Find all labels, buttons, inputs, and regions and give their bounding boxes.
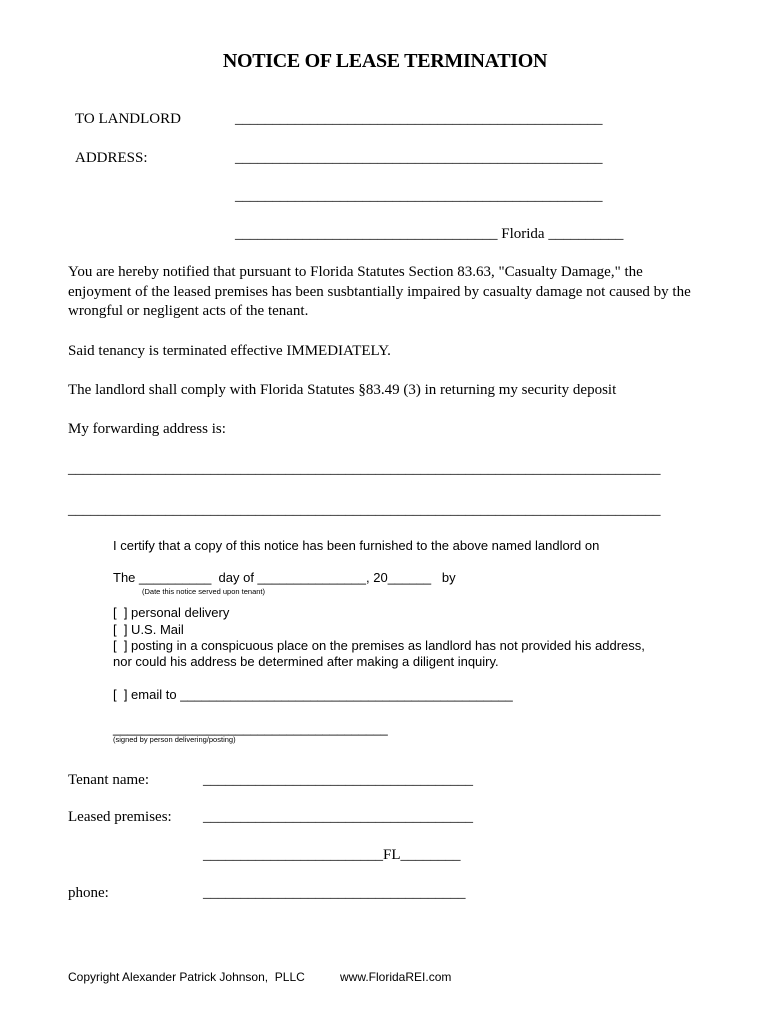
forwarding-address-line-2[interactable]: _______________________________________________________________________________ bbox=[68, 502, 661, 518]
forwarding-address-label: My forwarding address is: bbox=[68, 421, 226, 437]
leased-premises-label: Leased premises: bbox=[68, 809, 172, 825]
footer-website: www.FloridaREI.com bbox=[340, 970, 452, 984]
to-landlord-label: TO LANDLORD bbox=[75, 111, 181, 127]
phone-label: phone: bbox=[68, 885, 109, 901]
address-city-florida-zip[interactable]: ___________________________________ Florida __________ bbox=[235, 226, 624, 242]
forwarding-address-line-1[interactable]: _______________________________________________________________________________ bbox=[68, 461, 661, 477]
footer-copyright: Copyright Alexander Patrick Johnson, PLLC bbox=[68, 970, 305, 984]
checkbox-email[interactable]: [ ] email to ______________________________________________ bbox=[113, 687, 513, 702]
tenant-name-label: Tenant name: bbox=[68, 772, 149, 788]
page-title: NOTICE OF LEASE TERMINATION bbox=[222, 50, 548, 72]
address-label: ADDRESS: bbox=[75, 150, 148, 166]
security-deposit-statement: The landlord shall comply with Florida Statutes §83.49 (3) in returning my security deposit bbox=[68, 382, 617, 398]
checkbox-us-mail[interactable]: [ ] U.S. Mail bbox=[113, 622, 184, 637]
to-landlord-field[interactable]: _________________________________________________ bbox=[235, 111, 603, 127]
checkbox-posting[interactable]: [ ] posting in a conspicuous place on the premises as landlord has not provided his address, bbox=[113, 638, 645, 653]
posting-note: nor could his address be determined after making a diligent inquiry. bbox=[113, 654, 499, 669]
address-line-2[interactable]: _________________________________________________ bbox=[235, 188, 603, 204]
address-line-1[interactable]: _________________________________________________ bbox=[235, 150, 603, 166]
leased-premises-city-fl[interactable]: ________________________FL________ bbox=[203, 847, 461, 863]
termination-statement: Said tenancy is terminated effective IMMEDIATELY. bbox=[68, 343, 391, 359]
signature-line[interactable]: ______________________________________ bbox=[113, 721, 388, 736]
phone-field[interactable]: ___________________________________ bbox=[203, 885, 466, 901]
service-date-line[interactable]: The __________ day of _______________, 20______ by bbox=[113, 570, 456, 585]
leased-premises-field[interactable]: ____________________________________ bbox=[203, 809, 473, 825]
checkbox-personal-delivery[interactable]: [ ] personal delivery bbox=[113, 605, 230, 620]
certification-statement: I certify that a copy of this notice has been furnished to the above named landlord on bbox=[113, 538, 600, 553]
tenant-name-field[interactable]: ____________________________________ bbox=[203, 772, 473, 788]
service-date-note: (Date this notice served upon tenant) bbox=[142, 587, 265, 596]
casualty-notice-paragraph: You are hereby notified that pursuant to Florida Statutes Section 83.63, "Casualty Damage," the enjoyment of the leased premises has been susbtantially impaired by casualty damage not caused by the wrongful or negligent acts of the tenant. bbox=[68, 264, 691, 319]
signature-note: (signed by person delivering/posting) bbox=[113, 735, 236, 744]
